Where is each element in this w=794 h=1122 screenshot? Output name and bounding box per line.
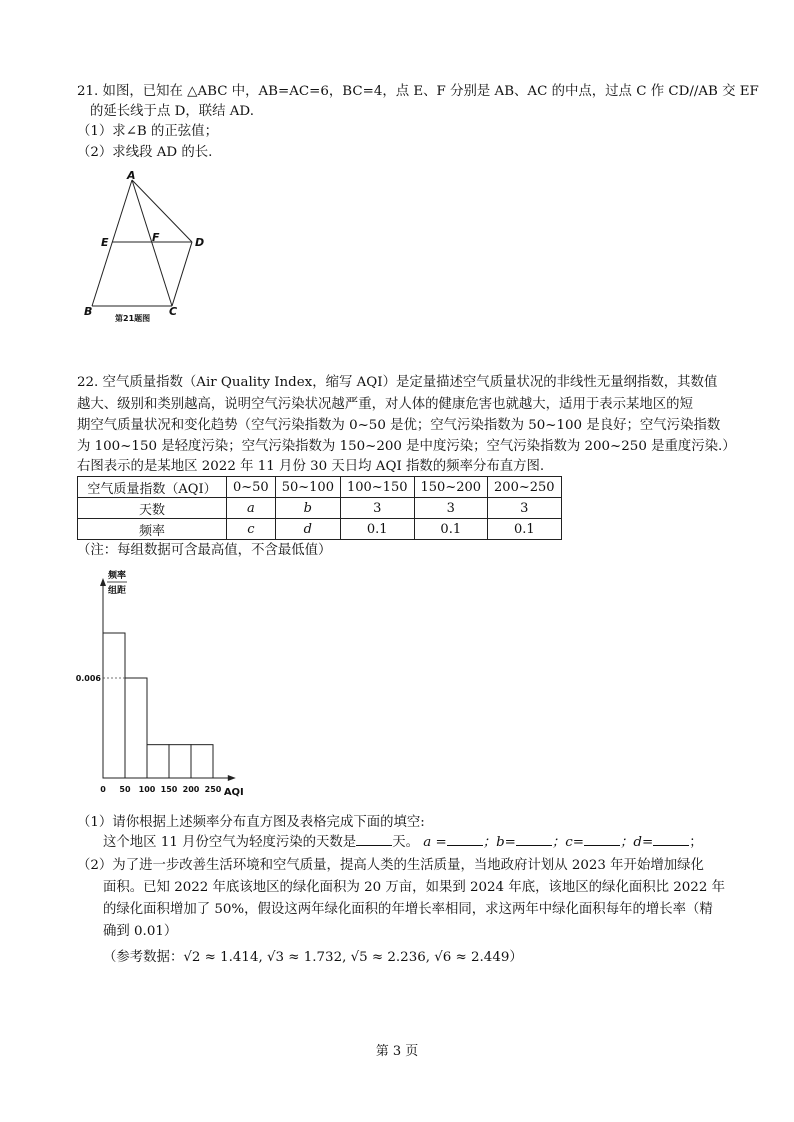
histogram-bar bbox=[125, 678, 147, 778]
q22-part2-4: 确到 0.01） bbox=[103, 924, 178, 939]
y-tick-label: 0.006 bbox=[75, 674, 101, 683]
blank-c[interactable] bbox=[584, 833, 620, 846]
table-cell: a bbox=[227, 498, 276, 519]
table-cell: 0.1 bbox=[488, 519, 562, 540]
table-cell: 0.1 bbox=[340, 519, 414, 540]
label-c-eq: ；c= bbox=[551, 835, 585, 850]
fill-unit: 天。 bbox=[392, 835, 419, 850]
histogram-bar bbox=[191, 745, 213, 778]
y-axis-arrow bbox=[100, 578, 106, 586]
table-note: （注：每组数据可含最高值，不含最低值） bbox=[77, 543, 332, 558]
q22-part2-3: 的绿化面积增加了 50%，假设这两年绿化面积的年增长率相同，求这两年中绿化面积每年的增长率（精 bbox=[103, 902, 713, 917]
x-axis-arrow bbox=[228, 775, 236, 781]
q22-part2-1: （2）为了进一步改善生活环境和空气质量，提高人类的生活质量，当地政府计划从 2023 年开始增加绿化 bbox=[77, 858, 704, 873]
blank-days[interactable] bbox=[356, 833, 392, 846]
table-cell: d bbox=[275, 519, 340, 540]
table-header-cell: 空气质量指数（AQI） bbox=[78, 477, 227, 498]
edge-dc bbox=[172, 242, 192, 306]
label-d: D bbox=[195, 236, 205, 249]
q22-line2: 越大、级别和类别越高，说明空气污染状况越严重，对人体的健康危害也就越大，适用于表示某地区的短 bbox=[77, 397, 693, 412]
table-cell: 3 bbox=[414, 498, 488, 519]
triangle-figure bbox=[80, 170, 210, 330]
label-end: ； bbox=[689, 835, 703, 850]
edge-ad bbox=[132, 180, 192, 242]
table-header-cell: 200~250 bbox=[488, 477, 562, 498]
blank-d[interactable] bbox=[653, 833, 689, 846]
label-b-eq: ；b= bbox=[482, 835, 516, 850]
label-d-eq: ；d= bbox=[620, 835, 654, 850]
blank-a[interactable] bbox=[447, 833, 483, 846]
q22-line4: 为 100~150 是轻度污染；空气污染指数为 150~200 是中度污染；空气污染指数为 200~250 是重度污染.） bbox=[77, 439, 736, 454]
label-c: C bbox=[169, 305, 178, 318]
table-header-row bbox=[78, 477, 562, 498]
q22-part2-2: 面积。已知 2022 年底该地区的绿化面积为 20 万亩，如果到 2024 年底，该地区的绿化面积比 2022 年 bbox=[103, 880, 725, 895]
x-tick-label: 50 bbox=[119, 785, 131, 794]
q21-line2: 的延长线于点 D，联结 AD. bbox=[90, 104, 254, 119]
y-axis-label-bottom: 组距 bbox=[107, 586, 127, 596]
table-row bbox=[78, 498, 562, 519]
q22-part1-b-line bbox=[103, 833, 703, 853]
y-axis-label-top: 频率 bbox=[107, 571, 127, 581]
q22-line1: 22. 空气质量指数（Air Quality Index，缩写 AQI）是定量描述空气质量状况的非线性无量纲指数，其数值 bbox=[77, 375, 718, 390]
q21-part2: （2）求线段 AD 的长. bbox=[77, 145, 213, 160]
aqi-table bbox=[77, 476, 562, 540]
table-cell: b bbox=[275, 498, 340, 519]
table-cell: 天数 bbox=[78, 498, 227, 519]
table-cell: c bbox=[227, 519, 276, 540]
q21-part1: （1）求∠B 的正弦值； bbox=[77, 124, 218, 139]
x-tick-label: 250 bbox=[204, 785, 222, 794]
q22-line3: 期空气质量状况和变化趋势（空气污染指数为 0~50 是优；空气污染指数为 50~100 是良好；空气污染指数 bbox=[77, 418, 721, 433]
q21-line1: 21. 如图，已知在 △ABC 中，AB=AC=6，BC=4，点 E、F 分别是 AB、AC 的中点，过点 C 作 CD//AB 交 EF bbox=[77, 84, 759, 99]
x-tick-label: 100 bbox=[138, 785, 156, 794]
label-f: F bbox=[152, 231, 160, 244]
fill-prompt: 这个地区 11 月份空气为轻度污染的天数是 bbox=[103, 835, 357, 850]
table-cell: 3 bbox=[488, 498, 562, 519]
histogram-bar bbox=[103, 633, 125, 778]
x-tick-label: 150 bbox=[160, 785, 178, 794]
aqi-histogram bbox=[75, 568, 255, 800]
table-row bbox=[78, 519, 562, 540]
figure-caption: 第21题图 bbox=[115, 314, 151, 323]
x-axis-label: AQI bbox=[223, 787, 244, 798]
histogram-bar bbox=[147, 745, 169, 778]
blank-b[interactable] bbox=[516, 833, 552, 846]
table-header-cell: 150~200 bbox=[414, 477, 488, 498]
label-a: A bbox=[127, 170, 136, 182]
x-tick-label: 200 bbox=[182, 785, 200, 794]
table-header-cell: 50~100 bbox=[275, 477, 340, 498]
histogram-bar bbox=[169, 745, 191, 778]
page-footer: 第 3 页 bbox=[375, 1044, 419, 1059]
table-header-cell: 0~50 bbox=[227, 477, 276, 498]
table-header-cell: 100~150 bbox=[340, 477, 414, 498]
table-cell: 频率 bbox=[78, 519, 227, 540]
label-e: E bbox=[101, 236, 109, 249]
reference-data: （参考数据：√2 ≈ 1.414, √3 ≈ 1.732, √5 ≈ 2.236, √6 ≈ 2.449） bbox=[103, 950, 523, 965]
table-cell: 0.1 bbox=[414, 519, 488, 540]
label-a-eq: a = bbox=[423, 835, 447, 850]
q22-part1-a: （1）请你根据上述频率分布直方图及表格完成下面的填空: bbox=[77, 815, 425, 830]
label-b: B bbox=[84, 305, 93, 318]
q22-line5: 右图表示的是某地区 2022 年 11 月份 30 天日均 AQI 指数的频率分布直方图. bbox=[77, 459, 545, 474]
edge-ab bbox=[92, 180, 132, 306]
x-tick-label: 0 bbox=[100, 785, 106, 794]
table-cell: 3 bbox=[340, 498, 414, 519]
